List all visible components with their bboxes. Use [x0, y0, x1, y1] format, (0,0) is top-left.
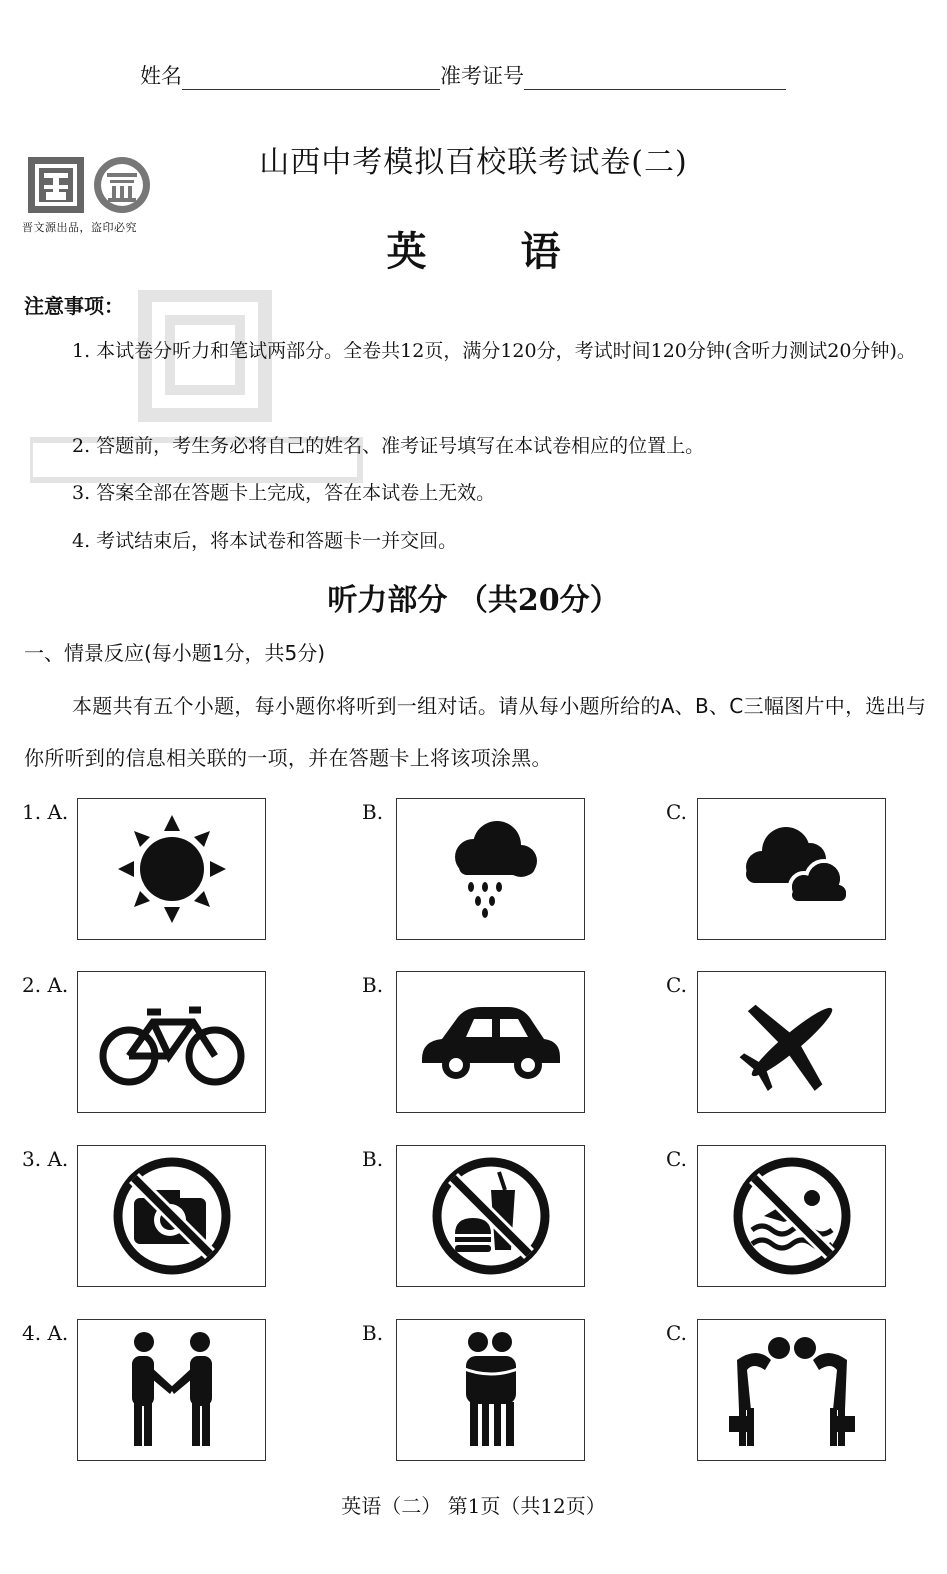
no-swimming-icon	[730, 1154, 854, 1278]
name-field[interactable]	[182, 63, 440, 90]
question-4-option-b[interactable]	[396, 1319, 585, 1461]
question-4-option-c[interactable]	[697, 1319, 886, 1461]
question-2-option-b-label: B.	[362, 973, 384, 997]
question-4-option-c-label: C.	[666, 1321, 687, 1345]
notice-title: 注意事项：	[24, 294, 124, 318]
question-1-option-a[interactable]	[77, 798, 266, 940]
question-3-label: 3. A.	[22, 1147, 69, 1171]
listening-part-title: 听力部分 （共20分）	[327, 583, 620, 618]
section-heading: 一、情景反应(每小题1分，共5分)	[24, 641, 326, 665]
notice-item-3: 3. 答案全部在答题卡上完成，答在本试卷上无效。	[72, 482, 496, 504]
subject-title: 英 语	[386, 229, 561, 275]
question-2-option-b[interactable]	[396, 971, 585, 1113]
page-footer: 英语（二） 第1页（共12页）	[341, 1494, 606, 1518]
question-1-option-b[interactable]	[396, 798, 585, 940]
question-4-label: 4. A.	[22, 1321, 69, 1345]
car-icon	[416, 997, 566, 1087]
section-instruction: 本题共有五个小题，每小题你将听到一组对话。请从每小题所给的A、B、C三幅图片中，选出与你所听到的信息相关联的一项，并在答题卡上将该项涂黑。	[24, 694, 927, 770]
candidate-info-line	[140, 60, 786, 90]
question-4-option-b-label: B.	[362, 1321, 384, 1345]
notice-item-4: 4. 考试结束后，将本试卷和答题卡一并交回。	[72, 530, 458, 552]
exam-id-label: 准考证号	[440, 64, 524, 88]
question-1-option-c[interactable]	[697, 798, 886, 940]
question-2-label: 2. A.	[22, 973, 69, 997]
question-3-option-b[interactable]	[396, 1145, 585, 1287]
question-1-option-b-label: B.	[362, 800, 384, 824]
bicycle-icon	[97, 992, 247, 1092]
handshake-icon	[122, 1330, 222, 1450]
question-1-label: 1. A.	[22, 800, 69, 824]
name-label: 姓名	[140, 64, 182, 88]
notice-item-1: 1. 本试卷分听力和笔试两部分。全卷共12页，满分120分，考试时间120分钟(含听力测试20分钟)。	[72, 340, 916, 362]
question-1-option-c-label: C.	[666, 800, 687, 824]
no-food-drink-icon	[429, 1154, 553, 1278]
bow-icon	[717, 1330, 867, 1450]
question-3-option-c-label: C.	[666, 1147, 687, 1171]
question-2-option-c-label: C.	[666, 973, 687, 997]
exam-title: 山西中考模拟百校联考试卷(二)	[259, 145, 688, 180]
hug-icon	[456, 1330, 526, 1450]
rain-cloud-icon	[431, 809, 551, 929]
cloudy-icon	[732, 809, 852, 929]
question-3-option-a[interactable]	[77, 1145, 266, 1287]
question-3-option-c[interactable]	[697, 1145, 886, 1287]
question-2-option-c[interactable]	[697, 971, 886, 1113]
question-2-option-a[interactable]	[77, 971, 266, 1113]
question-3-option-b-label: B.	[362, 1147, 384, 1171]
question-4-option-a[interactable]	[77, 1319, 266, 1461]
exam-id-field[interactable]	[524, 63, 786, 90]
sun-icon	[112, 809, 232, 929]
no-camera-icon	[110, 1154, 234, 1278]
airplane-icon	[732, 982, 852, 1102]
logo-caption: 晋文源出品，盗印必究	[22, 221, 137, 234]
notice-item-2: 2. 答题前，考生务必将自己的姓名、准考证号填写在本试卷相应的位置上。	[72, 435, 705, 457]
